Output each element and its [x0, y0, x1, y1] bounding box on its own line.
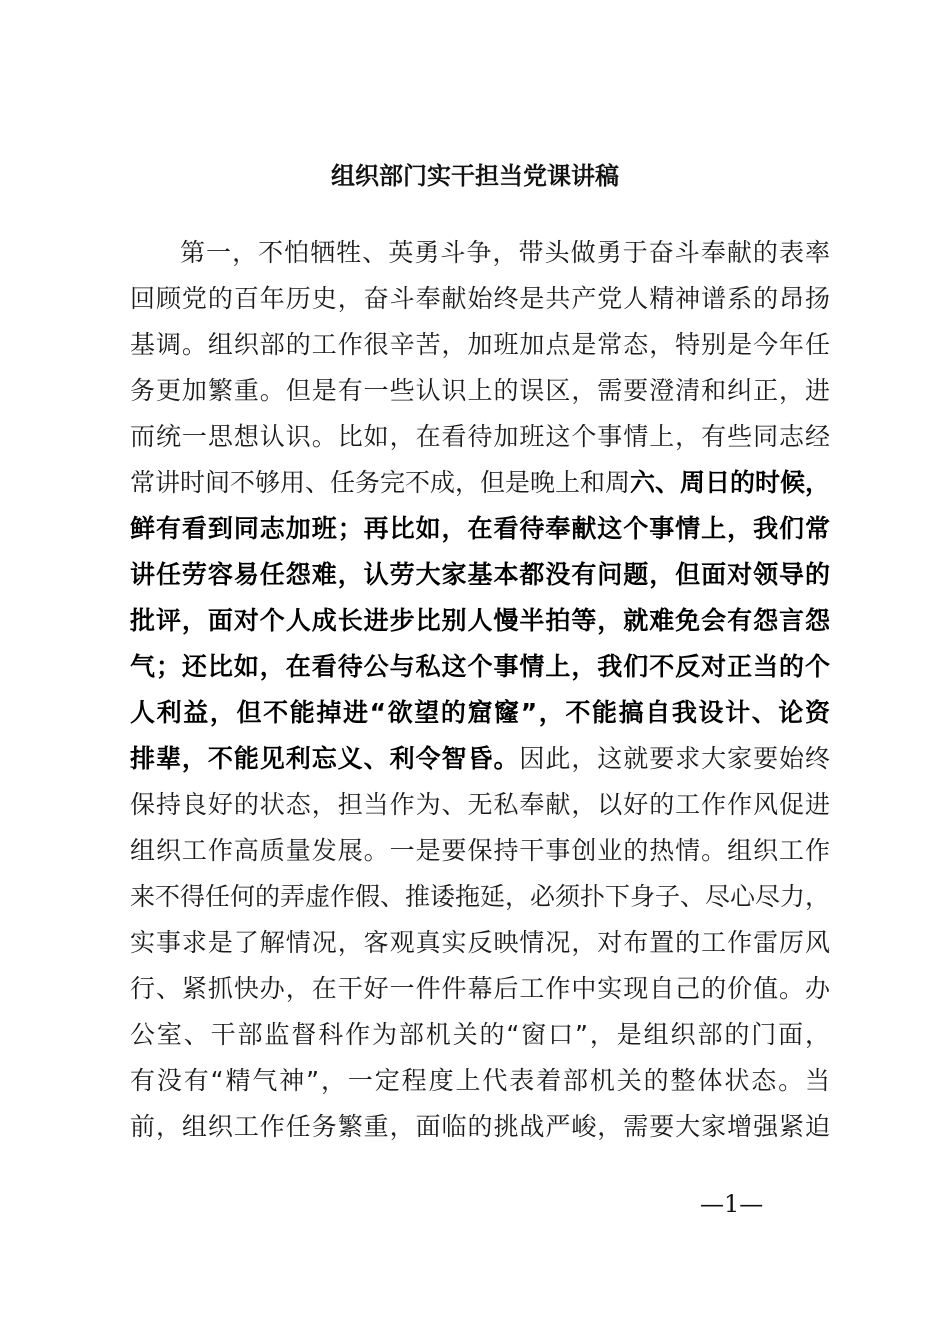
paragraph-line: 务更加繁重。但是有一些认识上的误区，需要澄清和纠正，进	[130, 376, 830, 405]
bold-text: 排辈，不能见利忘义、利令智昏。	[130, 744, 520, 773]
paragraph-line: 保持良好的状态，担当作为、无私奉献，以好的工作作风促进	[130, 790, 830, 819]
paragraph-line: 来不得任何的弄虚作假、推诿拖延，必须扑下身子、尽心尽力，	[130, 882, 831, 911]
paragraph-line	[130, 460, 830, 506]
paragraph-text: 常讲时间不够用、任务完不成，但是晚上和周	[130, 468, 631, 497]
paragraph-line: 前，组织工作任务繁重，面临的挑战严峻，需要大家增强紧迫	[130, 1112, 830, 1141]
page-number: —1—	[700, 1190, 764, 1218]
document-title: 组织部门实干担当党课讲稿	[331, 161, 619, 190]
paragraph-line: 讲任劳容易任怨难，认劳大家基本都没有问题，但面对领导的	[130, 560, 830, 589]
paragraph-line: 鲜有看到同志加班；再比如，在看待奉献这个事情上，我们常	[130, 514, 830, 543]
paragraph-line: 回顾党的百年历史，奋斗奉献始终是共产党人精神谱系的昂扬	[130, 284, 830, 313]
paragraph-line: 基调。组织部的工作很辛苦，加班加点是常态，特别是今年任	[130, 330, 830, 359]
paragraph-line: 气；还比如，在看待公与私这个事情上，我们不反对正当的个	[130, 652, 830, 681]
bold-text: 六、周日的时候，	[630, 468, 831, 497]
paragraph-line: 行、紧抓快办，在干好一件件幕后工作中实现自己的价值。办	[130, 974, 830, 1003]
paragraph-text: 因此，这就要求大家要始终	[519, 744, 830, 773]
paragraph-line: 而统一思想认识。比如，在看待加班这个事情上，有些同志经	[130, 422, 830, 451]
paragraph-line: 第一，不怕牺牲、英勇斗争，带头做勇于奋斗奉献的表率	[180, 238, 830, 267]
document-body	[130, 230, 830, 1150]
paragraph-line: 公室、干部监督科作为部机关的“窗口”，是组织部的门面，	[130, 1020, 830, 1049]
paragraph-line: 实事求是了解情况，客观真实反映情况，对布置的工作雷厉风	[130, 928, 830, 957]
paragraph-line	[130, 736, 830, 782]
paragraph-line: 组织工作高质量发展。一是要保持干事创业的热情。组织工作	[130, 836, 830, 865]
paragraph-line: 有没有“精气神”，一定程度上代表着部机关的整体状态。当	[130, 1066, 830, 1095]
paragraph-line: 人利益，但不能掉进“欲望的窟窿”，不能搞自我设计、论资	[130, 698, 830, 727]
paragraph-line: 批评，面对个人成长进步比别人慢半拍等，就难免会有怨言怨	[130, 606, 830, 635]
